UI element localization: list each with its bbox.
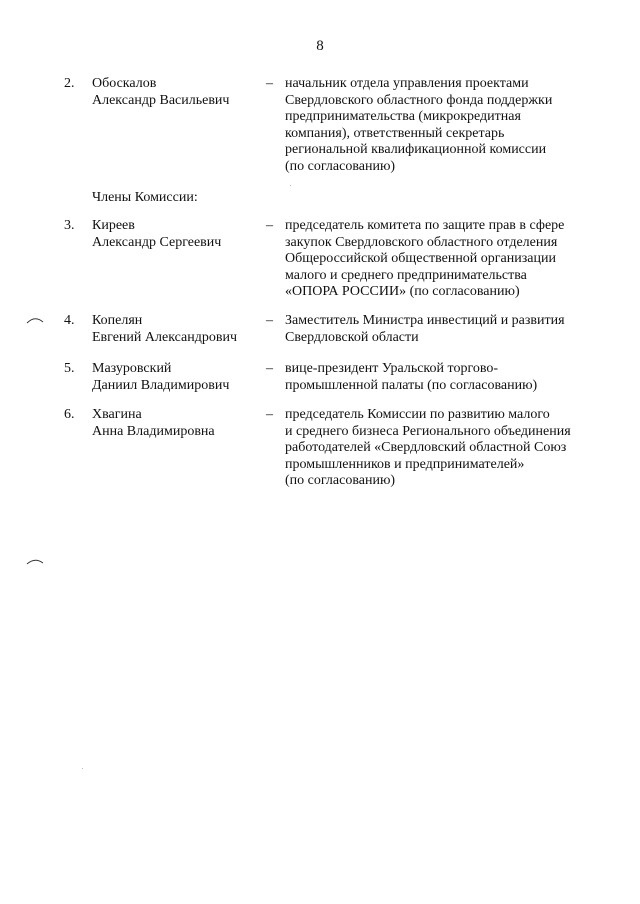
member-given-names: Александр Сергеевич bbox=[92, 234, 222, 250]
member-surname: Обоскалов bbox=[92, 76, 157, 91]
member-position bbox=[285, 76, 615, 175]
punch-hole-mark bbox=[26, 316, 44, 324]
member-name bbox=[92, 407, 262, 440]
position-line: Общероссийской общественной организации bbox=[285, 251, 556, 266]
member-name bbox=[92, 76, 262, 109]
member-surname: Киреев bbox=[92, 218, 135, 233]
dash-separator: – bbox=[266, 361, 273, 376]
dash-separator: – bbox=[266, 76, 273, 91]
member-given-names: Даниил Владимирович bbox=[92, 377, 230, 393]
members-heading: Члены Комиссии: bbox=[92, 190, 198, 205]
position-line: вице-президент Уральской торгово- bbox=[285, 361, 499, 376]
position-line: Заместитель Министра инвестиций и развития bbox=[285, 313, 565, 328]
member-name bbox=[92, 218, 262, 251]
member-given-names: Александр Васильевич bbox=[92, 92, 230, 108]
position-line: промышленной палаты (по согласованию) bbox=[285, 377, 538, 393]
position-line: малого и среднего предпринимательства bbox=[285, 267, 527, 283]
scan-speck bbox=[82, 768, 83, 769]
position-line: предпринимательства (микрокредитная bbox=[285, 109, 521, 124]
position-line: и среднего бизнеса Регионального объединения bbox=[285, 423, 571, 439]
entry-number: 6. bbox=[64, 407, 75, 422]
position-line: начальник отдела управления проектами bbox=[285, 76, 529, 91]
position-line: (по согласованию) bbox=[285, 473, 396, 488]
dash-separator: – bbox=[266, 407, 273, 422]
member-position bbox=[285, 218, 615, 301]
position-line: закупок Свердловского областного отделения bbox=[285, 234, 558, 250]
punch-hole-mark bbox=[26, 558, 44, 566]
position-line: председатель комитета по защите прав в сфере bbox=[285, 218, 565, 233]
dash-separator: – bbox=[266, 313, 273, 328]
dash-separator: – bbox=[266, 218, 273, 233]
member-position bbox=[285, 407, 615, 490]
position-line: председатель Комиссии по развитию малого bbox=[285, 407, 550, 422]
member-position bbox=[285, 313, 615, 346]
position-line: (по согласованию) bbox=[285, 158, 396, 174]
member-surname: Мазуровский bbox=[92, 361, 172, 376]
position-line: Свердловского областного фонда поддержки bbox=[285, 92, 553, 108]
entry-number: 5. bbox=[64, 361, 75, 376]
position-line: компания), ответственный секретарь bbox=[285, 125, 505, 141]
member-given-names: Анна Владимировна bbox=[92, 423, 215, 439]
member-surname: Хвагина bbox=[92, 407, 142, 422]
position-line: Свердловской области bbox=[285, 329, 419, 345]
entry-number: 3. bbox=[64, 218, 75, 233]
member-position bbox=[285, 361, 615, 394]
member-surname: Копелян bbox=[92, 313, 143, 328]
member-name bbox=[92, 313, 262, 346]
member-given-names: Евгений Александрович bbox=[92, 329, 238, 345]
position-line: промышленников и предпринимателей» bbox=[285, 456, 525, 472]
position-line: работодателей «Свердловский областной Союз bbox=[285, 440, 567, 455]
position-line: «ОПОРА РОССИИ» (по согласованию) bbox=[285, 284, 520, 299]
position-line: региональной квалификационной комиссии bbox=[285, 142, 547, 157]
scan-speck bbox=[290, 185, 291, 186]
entry-number: 2. bbox=[64, 76, 75, 91]
member-name bbox=[92, 361, 262, 394]
entry-number: 4. bbox=[64, 313, 75, 328]
page-number: 8 bbox=[316, 38, 324, 54]
